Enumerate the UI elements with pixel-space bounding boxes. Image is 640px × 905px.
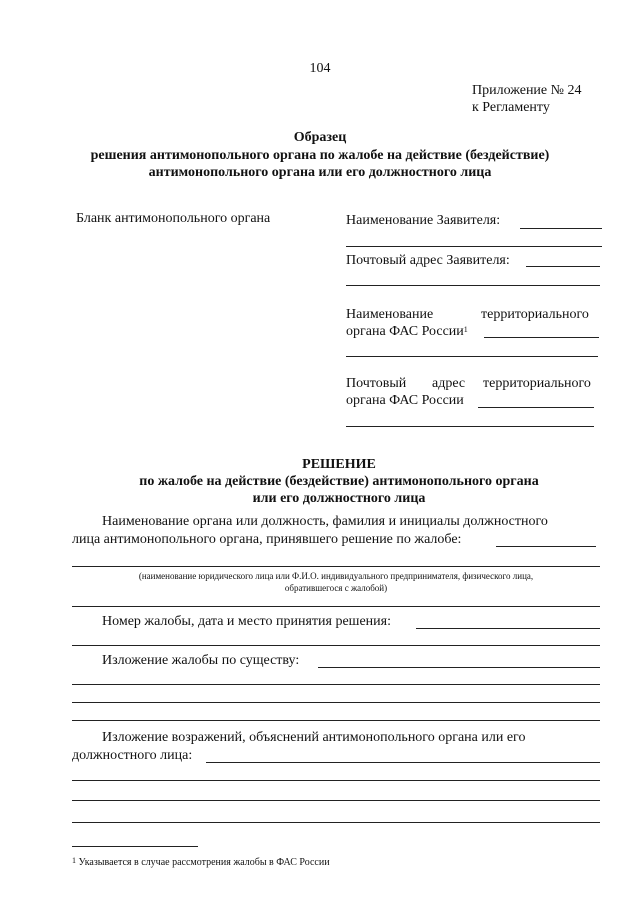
applicant-name-field-line2[interactable]	[346, 246, 602, 247]
objections-line-2[interactable]	[72, 780, 600, 781]
postal-org-label: органа ФАС России	[346, 393, 464, 408]
decision-subtitle-1: по жалобе на действие (бездействие) антимонопольного органа	[139, 474, 539, 489]
applicant-note-line2: обратившегося с жалобой)	[284, 583, 388, 593]
decision-title: РЕШЕНИЕ	[302, 457, 376, 472]
territorial-org-label	[346, 323, 468, 340]
footnote-mark: 1	[72, 856, 76, 865]
complaint-essence-line2[interactable]	[72, 684, 600, 685]
footnote-text: Указывается в случае рассмотрения жалобы в ФАС России	[78, 857, 330, 868]
postal-word3: территориального	[483, 376, 591, 391]
applicant-name-field[interactable]	[520, 228, 602, 229]
document-title: Образец	[293, 130, 347, 145]
document-subtitle-1: решения антимонопольного органа по жалобе на действие (бездействие)	[90, 148, 550, 163]
territorial-org-text: органа ФАС России	[346, 324, 464, 339]
applicant-address-field-line2[interactable]	[346, 285, 600, 286]
postal-word1: Почтовый	[346, 376, 407, 391]
objections-field[interactable]	[206, 762, 600, 763]
decision-subtitle-2: или его должностного лица	[252, 491, 426, 506]
complaint-number-field-line2[interactable]	[72, 645, 600, 646]
territorial-name-field[interactable]	[484, 337, 599, 338]
territorial-name-word2: территориального	[481, 307, 589, 322]
page-number: 104	[309, 61, 331, 76]
territorial-name-field-line2[interactable]	[346, 356, 598, 357]
complaint-essence-line3[interactable]	[72, 702, 600, 703]
document-subtitle-2: антимонопольного органа или его должностного лица	[148, 165, 492, 180]
applicant-address-label: Почтовый адрес Заявителя:	[346, 253, 510, 268]
footnote-ref-mark: 1	[463, 325, 468, 334]
footnote-separator	[72, 846, 198, 847]
applicant-note-line1: (наименование юридического лица или Ф.И.О. индивидуального предпринимателя, физического лица,	[138, 571, 534, 581]
authority-person-field[interactable]	[496, 546, 596, 547]
complaint-essence-line4[interactable]	[72, 720, 600, 721]
territorial-address-field-line2[interactable]	[346, 426, 594, 427]
complaint-number-label: Номер жалобы, дата и место принятия решения:	[102, 614, 391, 629]
objections-line-3[interactable]	[72, 800, 600, 801]
appendix-line2: к Регламенту	[472, 100, 550, 115]
objections-line-4[interactable]	[72, 822, 600, 823]
authority-person-line1: Наименование органа или должность, фамилия и инициалы должностного	[102, 514, 548, 529]
authority-blank-label: Бланк антимонопольного органа	[76, 211, 271, 226]
complaint-essence-label: Изложение жалобы по существу:	[102, 653, 300, 668]
territorial-name-word1: Наименование	[346, 307, 434, 322]
postal-word2: адрес	[432, 376, 466, 391]
complaint-essence-field[interactable]	[318, 667, 600, 668]
complaint-number-field[interactable]	[416, 628, 600, 629]
objections-line1: Изложение возражений, объяснений антимонопольного органа или его	[102, 730, 526, 745]
territorial-address-field[interactable]	[478, 407, 594, 408]
applicant-full-field[interactable]	[72, 566, 600, 567]
appendix-line1: Приложение № 24	[472, 83, 582, 98]
authority-person-line2: лица антимонопольного органа, принявшего решение по жалобе:	[72, 532, 462, 547]
applicant-extra-field[interactable]	[72, 606, 600, 607]
applicant-address-field[interactable]	[526, 266, 600, 267]
objections-line2: должностного лица:	[72, 748, 193, 763]
applicant-name-label: Наименование Заявителя:	[346, 213, 501, 228]
footnote	[72, 857, 330, 869]
